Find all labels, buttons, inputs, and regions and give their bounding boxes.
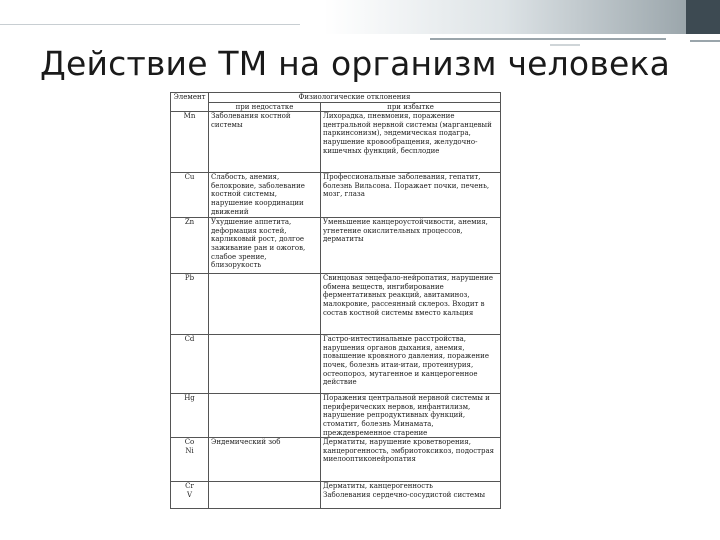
table-row	[171, 482, 501, 509]
header-element: Элемент	[171, 93, 209, 112]
cell-excess: Свинцовая энцефало-нейропатия, нарушение обмена веществ, ингибирование ферментативных реакций, авитаминоз, малокровие, рассеянный склероз. Входит в состав костной системы вместо кальция	[321, 274, 501, 335]
table-row	[171, 394, 501, 438]
slide-title: Действие ТМ на организм человека	[40, 44, 671, 83]
cell-element: Hg	[171, 394, 209, 438]
header-excess: при избытке	[321, 102, 501, 112]
cell-deficiency	[209, 335, 321, 394]
header-deficiency: при недостатке	[209, 102, 321, 112]
cell-excess: Уменьшение канцероустойчивости, анемия, угнетение окислительных процессов, дерматиты	[321, 218, 501, 274]
cell-deficiency: Слабость, анемия, белокровие, заболевание костной системы, нарушение координации движений	[209, 173, 321, 218]
header-decoration-dark-block	[686, 0, 720, 34]
cell-deficiency: Эндемический зоб	[209, 438, 321, 482]
cell-excess: Профессиональные заболевания, гепатит, болезнь Вильсона. Поражает почки, печень, мозг, глаза	[321, 173, 501, 218]
cell-element: Cd	[171, 335, 209, 394]
cell-element: Zn	[171, 218, 209, 274]
header-decoration-stripe-1	[430, 38, 666, 40]
cell-deficiency	[209, 482, 321, 509]
table-row	[171, 274, 501, 335]
header-decoration-stripe-3	[690, 40, 720, 42]
cell-excess: Дерматиты, нарушение кроветворения, канцерогенность, эмбриотоксикоз, подострая миелооптиконейропатия	[321, 438, 501, 482]
cell-deficiency: Ухудшение аппетита, деформация костей, карликовый рост, долгое заживание ран и ожогов, слабое зрение, близорукость	[209, 218, 321, 274]
table-row	[171, 173, 501, 218]
cell-excess: Дерматиты, канцерогенность Заболевания сердечно-сосудистой системы	[321, 482, 501, 509]
table-row	[171, 218, 501, 274]
table-row	[171, 112, 501, 173]
cell-excess: Поражения центральной нервной системы и периферических нервов, инфантилизм, нарушение репродуктивных функций, стоматит, болезнь Минамата, преждевременное старение	[321, 394, 501, 438]
cell-element: Mn	[171, 112, 209, 173]
header-deviations: Физиологические отклонения	[209, 93, 501, 103]
header-decoration-bar	[0, 0, 720, 34]
cell-element: Pb	[171, 274, 209, 335]
heavy-metals-effects-table	[170, 92, 501, 509]
cell-deficiency	[209, 274, 321, 335]
cell-element: Cr V	[171, 482, 209, 509]
scanned-table-document	[170, 92, 500, 509]
cell-excess: Лихорадка, пневмония, поражение центральной нервной системы (марганцевый паркинсонизм), эндемическая подагра, нарушение кровообращения, желудочно-кишечных функций, бесплодие	[321, 112, 501, 173]
table-row	[171, 335, 501, 394]
cell-element: Co Ni	[171, 438, 209, 482]
header-decoration-thin-stripe	[0, 24, 300, 25]
cell-excess: Гастро-интестинальные расстройства, нарушения органов дыхания, анемия, повышение кровяного давления, поражение почек, болезнь итаи-итаи, протеинурия, остеопороз, мутагенное и канцерогенное действие	[321, 335, 501, 394]
cell-deficiency	[209, 394, 321, 438]
cell-deficiency: Заболевания костной системы	[209, 112, 321, 173]
cell-element: Cu	[171, 173, 209, 218]
table-row	[171, 438, 501, 482]
